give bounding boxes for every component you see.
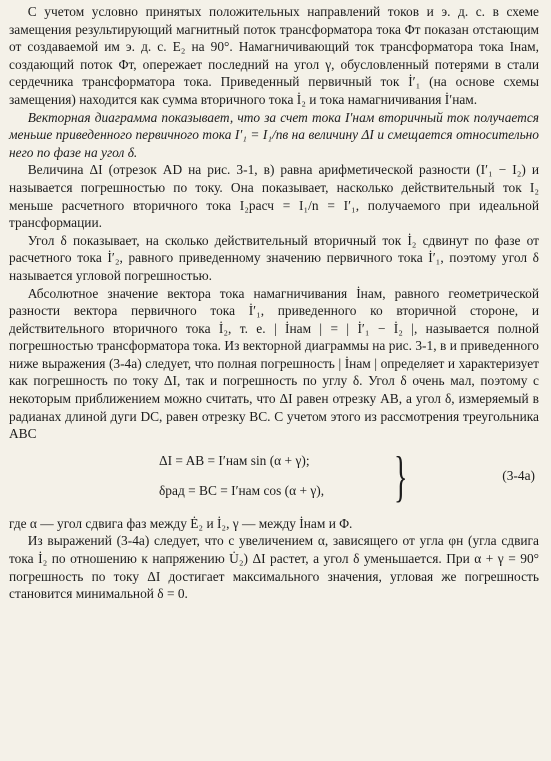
formula-brace: } [394,445,408,508]
formula-line-1: ΔI = AB = I′нам sin (α + γ); [159,452,310,468]
paragraph-after-formula-2: Из выражений (3-4а) следует, что с увеличением α, зависящего от угла φн (угла сдвига тока İ₂ по отношению к напряжению U̇₂) ΔI растет, а угол δ уменьшается. При α + γ = 90° погрешность по току ΔI достигает максимального значения, угловая же погрешность становится минимальной δ = 0. [9,533,539,602]
formula-number: (3-4а) [502,467,535,483]
paragraph-1: С учетом условно принятых положительных направлений токов и э. д. с. в схеме замещения результирующий магнитный поток трансформатора тока Φт показан отстающим от создаваемой им э. д. с. Е₂ на 90°. Намагничивающий ток трансформатора тока Iнам, создающий поток Φт, опережает последний на угол γ, обусловленный потерями в стали сердечника трансформатора тока. Приведенный первичный ток İ′₁ (на основе схемы замещения) находится как сумма вторичного тока İ₂ и тока намагничивания İ′нам. [9,4,539,107]
paragraph-2: Векторная диаграмма показывает, что за счет тока I′нам вторичный ток получается меньше приведенного первичного тока I′₁ = I₁/nв на величину ΔI и смещается относительно него по фазе на угол δ. [9,109,539,160]
paragraph-4: Угол δ показывает, на сколько действительный вторичный ток İ₂ сдвинут по фазе от расчетного тока İ′₂, равного приведенному значению первичного тока İ′₁, поэтому угол δ называется угловой погрешностью. [9,232,539,283]
formula-3-4a [9,445,539,509]
paragraph-5: Абсолютное значение вектора тока намагничивания İнам, равного геометрической разности вектора первичного тока İ′₁, приведенного ко вторичной стороне, и действительного вторичного тока İ₂, т. е. | İнам | = | İ′₁ − İ₂ |, называется полной погрешностью трансформатора тока. Из векторной диаграммы на рис. 3-1, в и приведенного ниже выражения (3-4а) следует, что полная погрешность | İнам | определяет и характеризует как погрешность по току ΔI, так и погрешность по углу δ. Угол δ очень мал, поэтому с некоторым приближением можно считать, что ΔI равен отрезку AB, а угол δ, измеряемый в радианах длиной дуги DC, равен отрезку BC. С учетом этого из рассмотрения треугольника ABC [9,285,539,442]
formula-line-2: δрад = BC = I′нам cos (α + γ), [159,482,325,498]
paragraph-3: Величина ΔI (отрезок AD на рис. 3-1, в) равна арифметической разности (I′₁ − I₂) и называется погрешностью по току. Она показывает, насколько действительный ток I₂ меньше расчетного вторичного тока I₂расч = I₁/n = I′₁, получаемого при идеальной трансформации. [9,162,539,231]
paragraph-after-formula-1: где α — угол сдвига фаз между Ė₂ и İ₂, γ — между İнам и Φ. [9,515,353,531]
